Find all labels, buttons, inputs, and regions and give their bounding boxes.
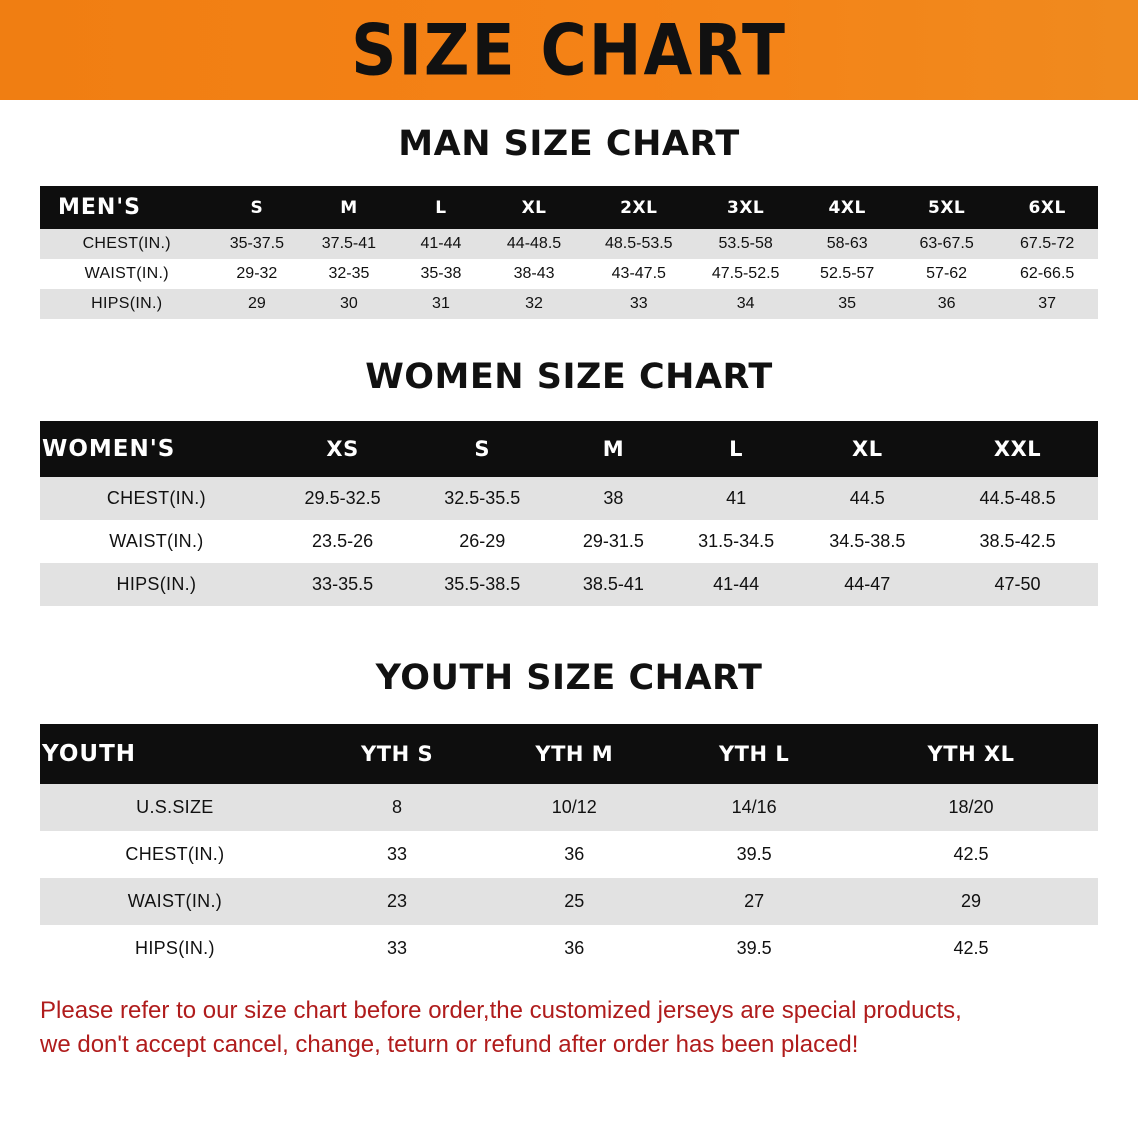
cell: 43-47.5 — [584, 259, 694, 289]
table-row — [40, 784, 1098, 831]
cell: 41 — [675, 477, 798, 520]
cell: 26-29 — [412, 520, 552, 563]
cell: 18/20 — [844, 784, 1098, 831]
cell: 33 — [584, 289, 694, 319]
cell: 38-43 — [484, 259, 583, 289]
banner — [0, 0, 1138, 100]
row-label-waist: WAIST(IN.) — [40, 520, 273, 563]
col-header-4xl: 4XL — [797, 186, 896, 229]
col-header-xxl: XXL — [937, 421, 1098, 477]
man-size-table — [40, 186, 1098, 319]
cell: 33-35.5 — [273, 563, 413, 606]
women-size-table — [40, 421, 1098, 606]
cell: 36 — [897, 289, 996, 319]
cell: 41-44 — [675, 563, 798, 606]
women-section-title: WOMEN SIZE CHART — [365, 357, 773, 397]
cell: 31 — [398, 289, 485, 319]
women-table-wrapper — [40, 421, 1098, 606]
cell: 36 — [484, 925, 664, 972]
col-header-youth: YOUTH — [40, 724, 310, 784]
col-header-yth-m: YTH M — [484, 724, 664, 784]
cell: 36 — [484, 831, 664, 878]
cell: 38.5-41 — [552, 563, 675, 606]
man-table-wrapper — [40, 186, 1098, 319]
cell: 42.5 — [844, 925, 1098, 972]
col-header-yth-s: YTH S — [310, 724, 485, 784]
cell: 37.5-41 — [300, 229, 397, 259]
col-header-l: L — [675, 421, 798, 477]
table-row — [40, 477, 1098, 520]
page-title: SIZE CHART — [351, 9, 787, 91]
row-label-chest: CHEST(IN.) — [40, 477, 273, 520]
cell: 33 — [310, 925, 485, 972]
cell: 35-37.5 — [214, 229, 301, 259]
cell: 47.5-52.5 — [694, 259, 798, 289]
cell: 32 — [484, 289, 583, 319]
table-row — [40, 878, 1098, 925]
cell: 10/12 — [484, 784, 664, 831]
cell: 58-63 — [797, 229, 896, 259]
cell: 23 — [310, 878, 485, 925]
col-header-5xl: 5XL — [897, 186, 996, 229]
cell: 32.5-35.5 — [412, 477, 552, 520]
row-label-hips: HIPS(IN.) — [40, 289, 214, 319]
table-row — [40, 259, 1098, 289]
cell: 29.5-32.5 — [273, 477, 413, 520]
disclaimer-note — [40, 994, 1098, 1062]
col-header-xs: XS — [273, 421, 413, 477]
cell: 57-62 — [897, 259, 996, 289]
col-header-yth-l: YTH L — [664, 724, 844, 784]
col-header-womens: WOMEN'S — [40, 421, 273, 477]
cell: 41-44 — [398, 229, 485, 259]
youth-size-table — [40, 724, 1098, 972]
table-row — [40, 289, 1098, 319]
table-header-row — [40, 724, 1098, 784]
cell: 39.5 — [664, 831, 844, 878]
cell: 63-67.5 — [897, 229, 996, 259]
table-row — [40, 831, 1098, 878]
row-label-waist: WAIST(IN.) — [40, 259, 214, 289]
cell: 27 — [664, 878, 844, 925]
cell: 33 — [310, 831, 485, 878]
cell: 29-32 — [214, 259, 301, 289]
cell: 67.5-72 — [996, 229, 1098, 259]
col-header-xl: XL — [484, 186, 583, 229]
cell: 25 — [484, 878, 664, 925]
col-header-3xl: 3XL — [694, 186, 798, 229]
cell: 34 — [694, 289, 798, 319]
cell: 52.5-57 — [797, 259, 896, 289]
row-label-hips: HIPS(IN.) — [40, 563, 273, 606]
col-header-mens: MEN'S — [40, 186, 214, 229]
cell: 14/16 — [664, 784, 844, 831]
cell: 39.5 — [664, 925, 844, 972]
cell: 31.5-34.5 — [675, 520, 798, 563]
cell: 29 — [214, 289, 301, 319]
row-label-us-size: U.S.SIZE — [40, 784, 310, 831]
cell: 29 — [844, 878, 1098, 925]
disclaimer-line-2: we don't accept cancel, change, teturn or refund after order has been placed! — [40, 1031, 859, 1059]
cell: 48.5-53.5 — [584, 229, 694, 259]
table-row — [40, 563, 1098, 606]
cell: 30 — [300, 289, 397, 319]
col-header-2xl: 2XL — [584, 186, 694, 229]
row-label-chest: CHEST(IN.) — [40, 229, 214, 259]
cell: 37 — [996, 289, 1098, 319]
cell: 35-38 — [398, 259, 485, 289]
cell: 47-50 — [937, 563, 1098, 606]
cell: 23.5-26 — [273, 520, 413, 563]
row-label-chest: CHEST(IN.) — [40, 831, 310, 878]
table-row — [40, 229, 1098, 259]
col-header-l: L — [398, 186, 485, 229]
cell: 38.5-42.5 — [937, 520, 1098, 563]
col-header-m: M — [300, 186, 397, 229]
cell: 35 — [797, 289, 896, 319]
cell: 53.5-58 — [694, 229, 798, 259]
col-header-m: M — [552, 421, 675, 477]
cell: 44.5-48.5 — [937, 477, 1098, 520]
cell: 38 — [552, 477, 675, 520]
col-header-6xl: 6XL — [996, 186, 1098, 229]
disclaimer-line-1: Please refer to our size chart before order,the customized jerseys are special products, — [40, 997, 962, 1024]
row-label-hips: HIPS(IN.) — [40, 925, 310, 972]
cell: 34.5-38.5 — [797, 520, 937, 563]
table-row — [40, 925, 1098, 972]
cell: 44-48.5 — [484, 229, 583, 259]
cell: 42.5 — [844, 831, 1098, 878]
table-row — [40, 520, 1098, 563]
cell: 35.5-38.5 — [412, 563, 552, 606]
col-header-s: S — [214, 186, 301, 229]
youth-section-title: YOUTH SIZE CHART — [375, 658, 763, 698]
table-header-row — [40, 186, 1098, 229]
cell: 44.5 — [797, 477, 937, 520]
youth-table-wrapper — [40, 724, 1098, 972]
col-header-yth-xl: YTH XL — [844, 724, 1098, 784]
cell: 8 — [310, 784, 485, 831]
cell: 29-31.5 — [552, 520, 675, 563]
man-section-title: MAN SIZE CHART — [398, 124, 740, 164]
cell: 44-47 — [797, 563, 937, 606]
col-header-s: S — [412, 421, 552, 477]
cell: 32-35 — [300, 259, 397, 289]
col-header-xl: XL — [797, 421, 937, 477]
cell: 62-66.5 — [996, 259, 1098, 289]
table-header-row — [40, 421, 1098, 477]
row-label-waist: WAIST(IN.) — [40, 878, 310, 925]
